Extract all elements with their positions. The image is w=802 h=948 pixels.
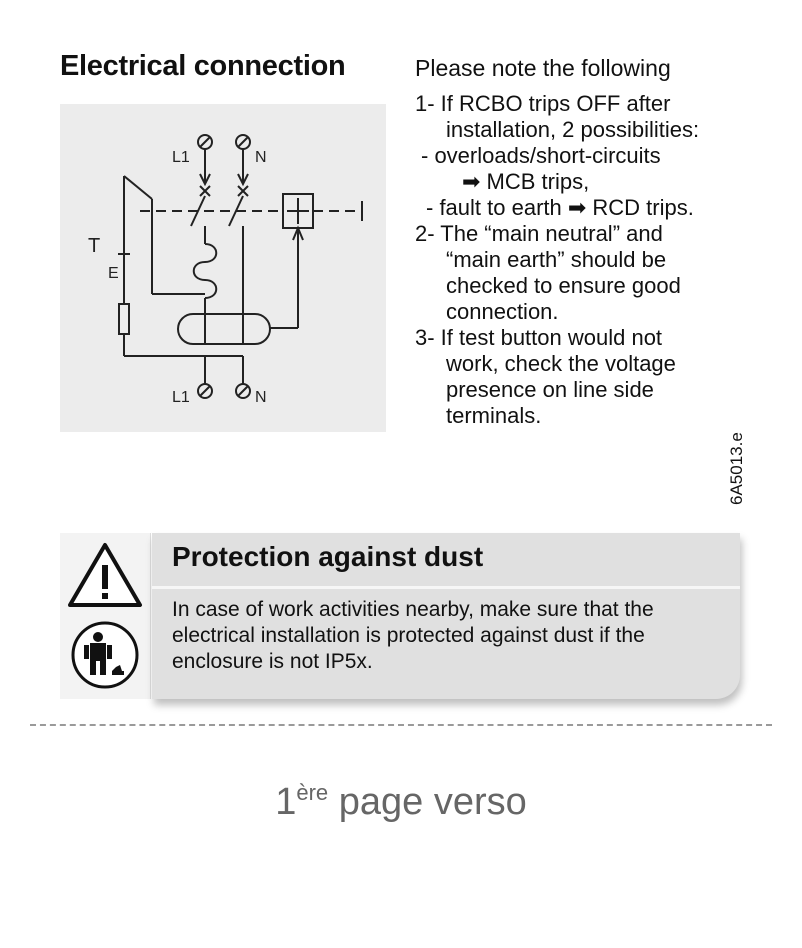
note-line: - fault to earth ➡ RCD trips. — [426, 195, 694, 220]
test-button-sub-label: E — [108, 265, 119, 282]
note-line: presence on line side — [446, 377, 654, 402]
note-line: installation, 2 possibilities: — [446, 117, 700, 142]
wiring-diagram-svg — [70, 114, 376, 422]
dust-warning-panel — [60, 533, 742, 699]
note-line: 2- The “main neutral” and — [415, 221, 663, 246]
note-line: “main earth” should be — [446, 247, 667, 272]
footer-number: 1 — [275, 781, 297, 823]
note-line: work, check the voltage — [446, 351, 676, 376]
document-reference: 6A5013.e — [727, 432, 746, 505]
note-line: terminals. — [446, 403, 542, 428]
notes-heading: Please note the following — [415, 55, 671, 81]
test-button-label: T — [88, 235, 101, 257]
footer-text: page verso — [328, 781, 527, 823]
dust-title: Protection against dust — [172, 541, 484, 572]
dust-warning-body — [152, 533, 740, 699]
note-line: 3- If test button would not — [415, 325, 663, 350]
dust-text: In case of work activities nearby, make sure that the electrical installation is protected against dust if the enclosure is not IP5x. — [172, 598, 654, 673]
bottom-n-label: N — [255, 389, 267, 406]
divider — [152, 586, 740, 589]
footer-superscript: ère — [296, 780, 329, 805]
dust-icons-column — [60, 533, 151, 699]
top-l1-label: L1 — [172, 149, 190, 166]
bottom-l1-label: L1 — [172, 389, 190, 406]
page-footer — [0, 780, 802, 824]
top-n-label: N — [255, 149, 267, 166]
note-line: checked to ensure good — [446, 273, 681, 298]
note-line: connection. — [446, 299, 559, 324]
note-line: ➡ MCB trips, — [462, 169, 590, 194]
note-line: - overloads/short-circuits — [421, 143, 661, 168]
warning-triangle-icon — [70, 545, 140, 605]
note-line: 1- If RCBO trips OFF after — [415, 91, 671, 116]
worker-dust-icon — [73, 623, 137, 687]
notes-block — [415, 55, 745, 429]
page-title: Electrical connection — [60, 50, 346, 82]
wiring-diagram — [60, 104, 386, 432]
cut-line — [30, 724, 772, 726]
